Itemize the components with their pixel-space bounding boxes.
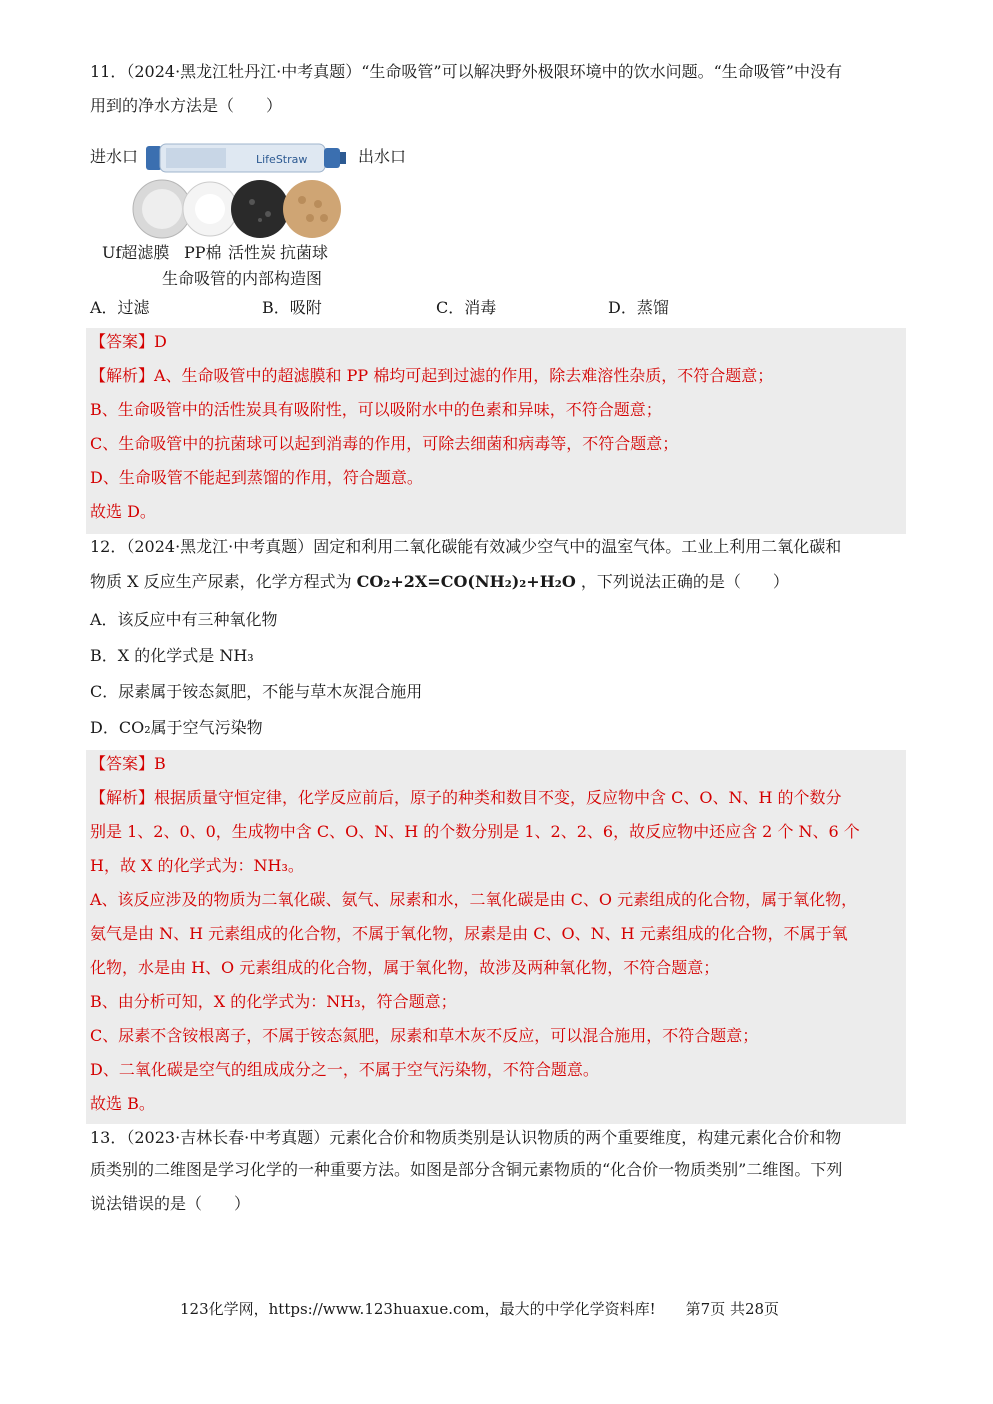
q11-analysis-line: B、生命吸管中的活性炭具有吸附性，可以吸附水中的色素和异味，不符合题意； [90,400,662,419]
q12-stem-line2 [90,572,789,592]
inlet-label: 进水口 [90,147,139,166]
q11-stem-line2: 用到的净水方法是（ ） [90,96,283,115]
filter-layers-image [132,178,342,240]
layer-label-pp: PP棉 [184,243,222,262]
q12-analysis-line: A、该反应涉及的物质为二氧化碳、氨气、尿素和水，二氧化碳是由 C、O 元素组成的化合物，属于氧化物， [90,890,858,909]
q12-analysis-line: C、尿素不含铵根离子，不属于铵态氮肥，尿素和草木灰不反应，可以混合施用，不符合题意； [90,1026,759,1045]
q12-equation: CO₂+2X=CO(NH₂)₂+H₂O [356,572,576,591]
q11-option-c: C．消毒 [436,298,497,317]
q11-analysis-line: C、生命吸管中的抗菌球可以起到消毒的作用，可除去细菌和病毒等，不符合题意； [90,434,679,453]
page-footer: 123化学网，https://www.123huaxue.com，最大的中学化学资料库! 第7页 共28页 [180,1300,780,1318]
q11-analysis-line: D、生命吸管不能起到蒸馏的作用，符合题意。 [90,468,423,487]
q12-analysis-line: 故选 B。 [90,1094,155,1113]
q13-stem-line2: 质类别的二维图是学习化学的一种重要方法。如图是部分含铜元素物质的“化合价一物质类别”二维图。下列 [90,1160,843,1179]
figure-caption: 生命吸管的内部构造图 [162,269,323,288]
q12-option-c: C．尿素属于铵态氮肥，不能与草木灰混合施用 [90,682,423,701]
q12-stem-post: ，下列说法正确的是（ ） [580,572,789,591]
q11-analysis-line: 故选 D。 [90,502,156,521]
layer-label-carbon: 活性炭 [228,243,277,262]
layer-label-uf: Uf超滤膜 [102,243,170,262]
q12-analysis-line: 化物，水是由 H、O 元素组成的化合物，属于氧化物，故涉及两种氧化物，不符合题意； [90,958,720,977]
lifestraw-figure [88,132,418,292]
q12-stem-line1: 12．（2024·黑龙江·中考真题）固定和利用二氧化碳能有效减少空气中的温室气体。工业上利用二氧化碳和 [90,537,842,556]
q12-analysis-line: 别是 1、2、0、0，生成物中含 C、O、N、H 的个数分别是 1、2、2、6，故反应物中还应含 2 个 N、6 个 [90,822,860,841]
q11-analysis-line: 【解析】A、生命吸管中的超滤膜和 PP 棉均可起到过滤的作用，除去难溶性杂质，不符合题意； [90,366,774,385]
q11-stem-line1: 11．（2024·黑龙江牡丹江·中考真题）“生命吸管”可以解决野外极限环境中的饮水问题。“生命吸管”中没有 [90,62,842,81]
outlet-label: 出水口 [358,147,407,166]
q12-analysis-line: H，故 X 的化学式为：NH₃。 [90,856,304,875]
q12-analysis-line: 氨气是由 N、H 元素组成的化合物，不属于氧化物，尿素是由 C、O、N、H 元素组成的化合物，不属于氧 [90,924,848,943]
q12-analysis-line: B、由分析可知，X 的化学式为：NH₃，符合题意； [90,992,457,1011]
q11-option-d: D．蒸馏 [608,298,669,317]
q11-answer-box [86,328,906,534]
q12-answer: 【答案】B [90,754,166,773]
q12-analysis-line: 【解析】根据质量守恒定律，化学反应前后，原子的种类和数目不变，反应物中含 C、O、N、H 的个数分 [90,788,842,807]
q12-option-d: D．CO₂属于空气污染物 [90,718,263,737]
straw-brand-text: LifeStraw [256,153,308,166]
q13-stem-line1: 13．（2023·吉林长春·中考真题）元素化合价和物质类别是认识物质的两个重要维度，构建元素化合价和物 [90,1128,842,1147]
q11-option-b: B．吸附 [262,298,322,317]
q12-stem-pre: 物质 X 反应生产尿素，化学方程式为 [90,572,352,591]
q12-option-b: B．X 的化学式是 NH₃ [90,646,254,665]
q12-analysis-line: D、二氧化碳是空气的组成成分之一，不属于空气污染物，不符合题意。 [90,1060,599,1079]
straw-image [146,136,346,178]
layer-label-antibacterial: 抗菌球 [280,243,329,262]
q11-option-a: A．过滤 [90,298,150,317]
q11-answer: 【答案】D [90,332,167,351]
q13-stem-line3: 说法错误的是（ ） [90,1194,251,1213]
q12-option-a: A．该反应中有三种氧化物 [90,610,278,629]
